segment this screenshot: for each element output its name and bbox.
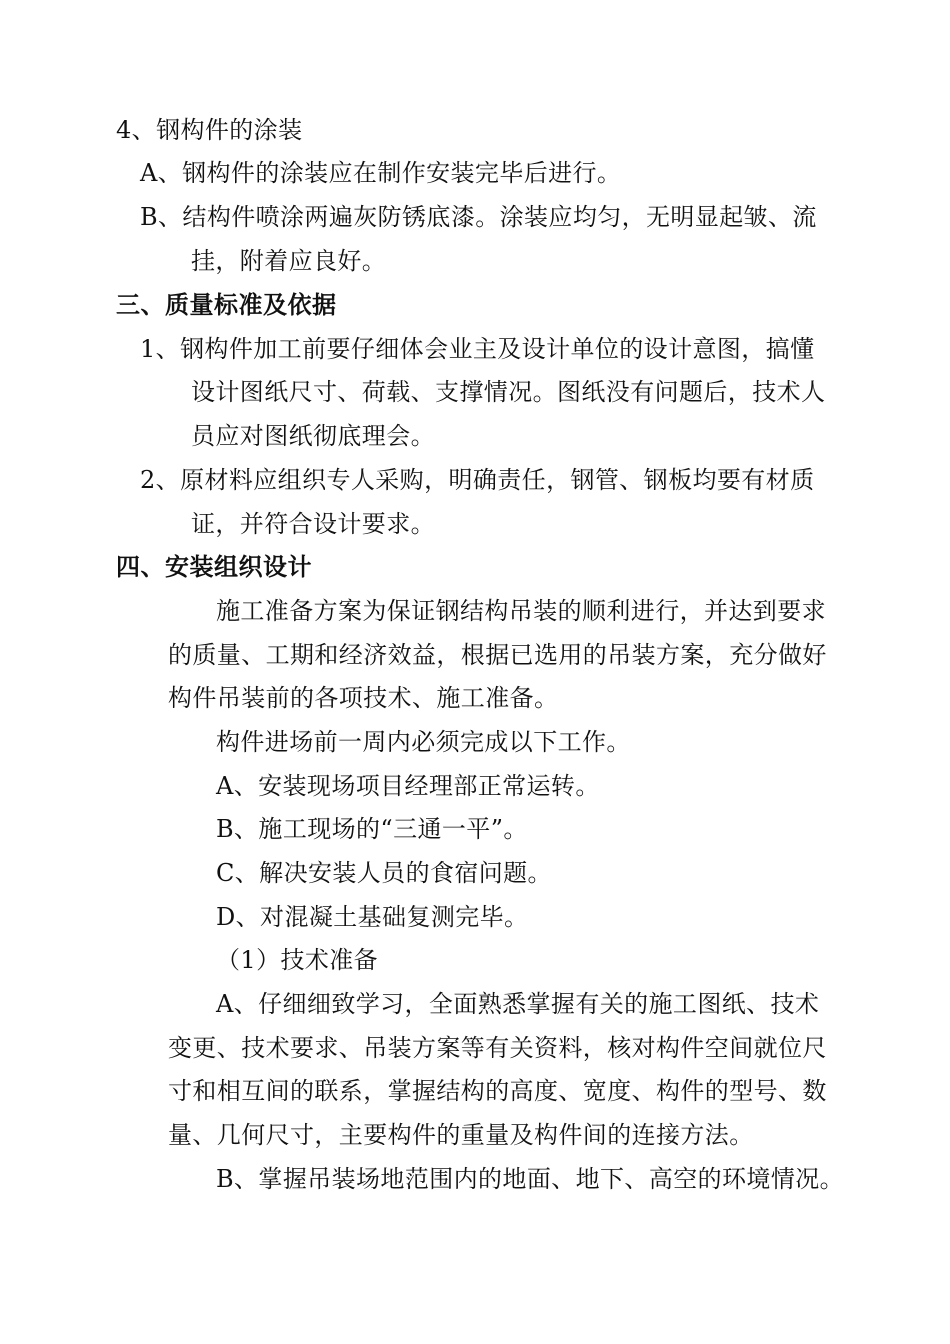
quality-item-2-line-2: 证，并符合设计要求。 (191, 510, 435, 538)
install-paragraph-1-line-2: 的质量、工期和经济效益，根据已选用的吊装方案，充分做好 (168, 641, 827, 669)
coating-item-b-line-1: B、结构件喷涂两遍灰防锈底漆。涂装应均匀，无明显起皱、流 (140, 203, 817, 231)
quality-item-1-line-1: 1、钢构件加工前要仔细体会业主及设计单位的设计意图，搞懂 (140, 335, 815, 363)
install-item-d: D、对混凝土基础复测完毕。 (216, 903, 529, 931)
install-item-c: C、解决安装人员的食宿问题。 (216, 859, 552, 887)
coating-section-title: 4、钢构件的涂装 (116, 116, 303, 144)
technical-item-b: B、掌握吊装场地范围内的地面、地下、高空的环境情况。 (216, 1165, 845, 1193)
install-section-title: 四、安装组织设计 (116, 553, 312, 581)
install-item-a: A、安装现场项目经理部正常运转。 (216, 772, 600, 800)
coating-item-b-line-2: 挂，附着应良好。 (191, 247, 387, 275)
install-paragraph-1-line-3: 构件吊装前的各项技术、施工准备。 (168, 684, 559, 712)
quality-section-title: 三、质量标准及依据 (116, 291, 337, 319)
technical-preparation-subtitle: （1）技术准备 (216, 946, 379, 974)
technical-item-a-line-3: 寸和相互间的联系，掌握结构的高度、宽度、构件的型号、数 (168, 1077, 827, 1105)
quality-item-1-line-2: 设计图纸尺寸、荷载、支撑情况。图纸没有问题后，技术人 (191, 378, 826, 406)
quality-item-2-line-1: 2、原材料应组织专人采购，明确责任，钢管、钢板均要有材质 (140, 466, 815, 494)
technical-item-a-line-4: 量、几何尺寸，主要构件的重量及构件间的连接方法。 (168, 1121, 754, 1149)
install-paragraph-1-line-1: 施工准备方案为保证钢结构吊装的顺利进行，并达到要求 (216, 597, 826, 625)
coating-item-a: A、钢构件的涂装应在制作安装完毕后进行。 (140, 159, 622, 187)
install-paragraph-2: 构件进场前一周内必须完成以下工作。 (216, 728, 631, 756)
install-item-b: B、施工现场的“三通一平”。 (216, 815, 528, 843)
technical-item-a-line-1: A、仔细细致学习，全面熟悉掌握有关的施工图纸、技术 (216, 990, 820, 1018)
technical-item-a-line-2: 变更、技术要求、吊装方案等有关资料，核对构件空间就位尺 (168, 1034, 827, 1062)
quality-item-1-line-3: 员应对图纸彻底理会。 (191, 422, 435, 450)
